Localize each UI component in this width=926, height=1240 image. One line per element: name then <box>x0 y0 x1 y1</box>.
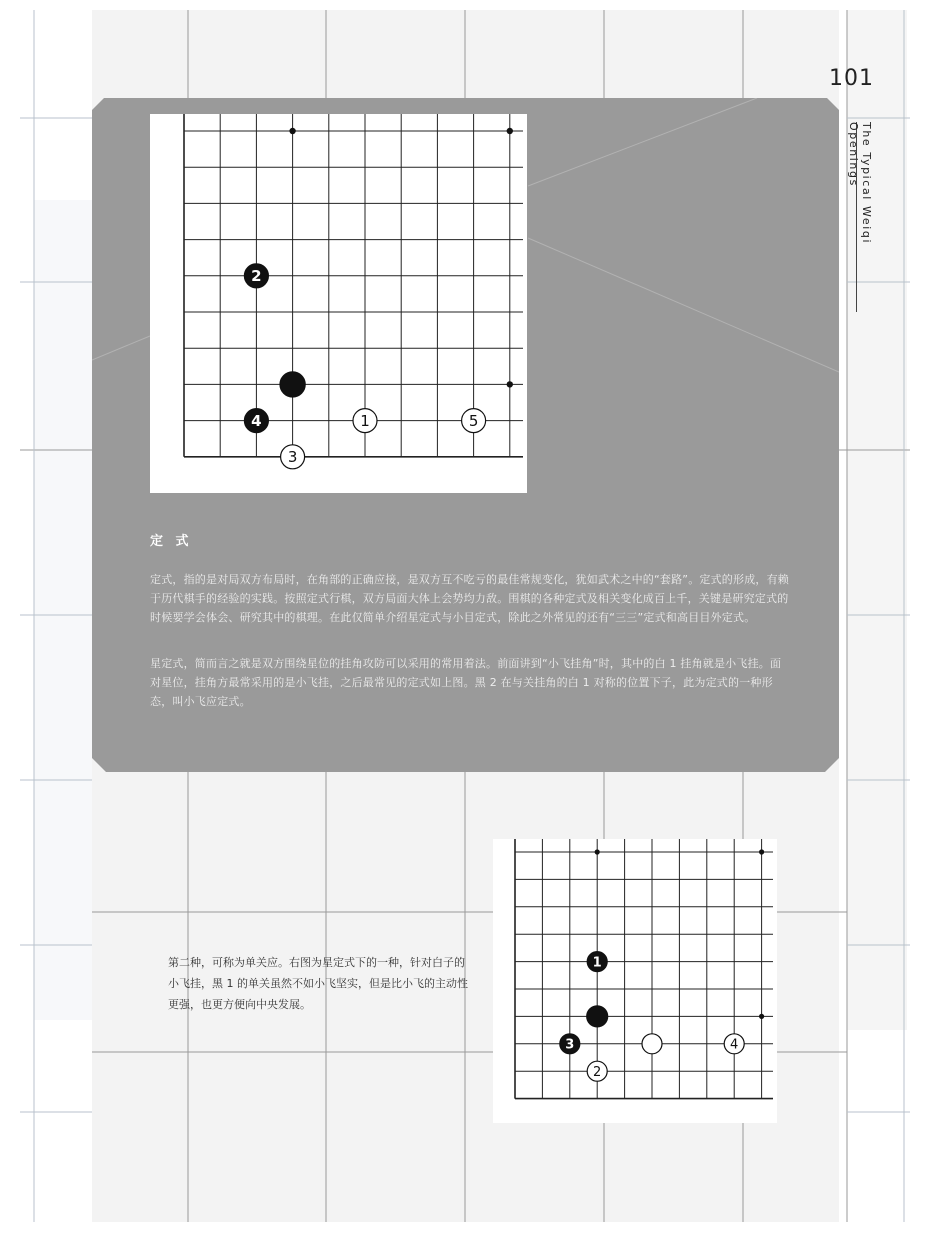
hoshi-point <box>289 128 295 134</box>
stone-label: 3 <box>287 448 298 467</box>
stone-label: 5 <box>468 412 479 430</box>
lower-go-board <box>493 839 777 1123</box>
hoshi-point <box>507 128 513 134</box>
paragraph-2: 星定式，简而言之就是双方围绕星位的挂角攻防可以采用的常用着法。前面讲到“小飞挂角”时，其中的白 1 挂角就是小飞挂。面对星位，挂角方最常采用的是小飞挂，之后最常见的定式如上图。黑 2 在与关挂角的白 1 对称的位置下子，此为定式的一种形态，叫小飞应定式。 <box>150 657 782 708</box>
lower-diagram-box <box>493 839 777 1123</box>
paragraph-1: 定式，指的是对局双方布局时，在角部的正确应接，是双方互不吃亏的最佳常规变化，犹如武术之中的“套路”。定式的形成，有赖于历代棋手的经验的实践。按照定式行棋，双方局面大体上会势均力敌。围棋的各种定式及相关变化成百上千，关键是研究定式的时候要学会体会、研究其中的棋理。在此仅简单介绍星定式与小目定式，除此之外常见的还有“三三”定式和高目目外定式。 <box>150 573 789 624</box>
stone-label: 1 <box>592 955 602 971</box>
section-heading: 定 式 <box>150 534 193 549</box>
stone-label: 4 <box>251 412 262 430</box>
upper-go-board <box>150 114 527 493</box>
black-stone <box>587 1006 608 1027</box>
hoshi-point <box>759 849 764 854</box>
upper-diagram-box <box>150 114 527 493</box>
black-stone <box>280 372 305 397</box>
hoshi-point <box>507 381 513 387</box>
white-stone <box>642 1034 662 1054</box>
hoshi-point <box>595 849 600 854</box>
stone-label: 3 <box>565 1037 575 1053</box>
stone-label: 2 <box>251 267 262 286</box>
stone-label: 1 <box>360 412 370 430</box>
page-number: 101 <box>829 66 874 91</box>
stone-label: 2 <box>593 1064 602 1080</box>
series-title: The Typical Weiqi Openings <box>856 122 873 312</box>
stone-label: 4 <box>730 1037 739 1053</box>
lower-paragraph: 第二种，可称为单关应。右图为星定式下的一种，针对白子的小飞挂，黑 1 的单关虽然不如小飞坚实，但是比小飞的主动性更强，也更方便向中央发展。 <box>168 956 468 1011</box>
hoshi-point <box>759 1014 764 1019</box>
